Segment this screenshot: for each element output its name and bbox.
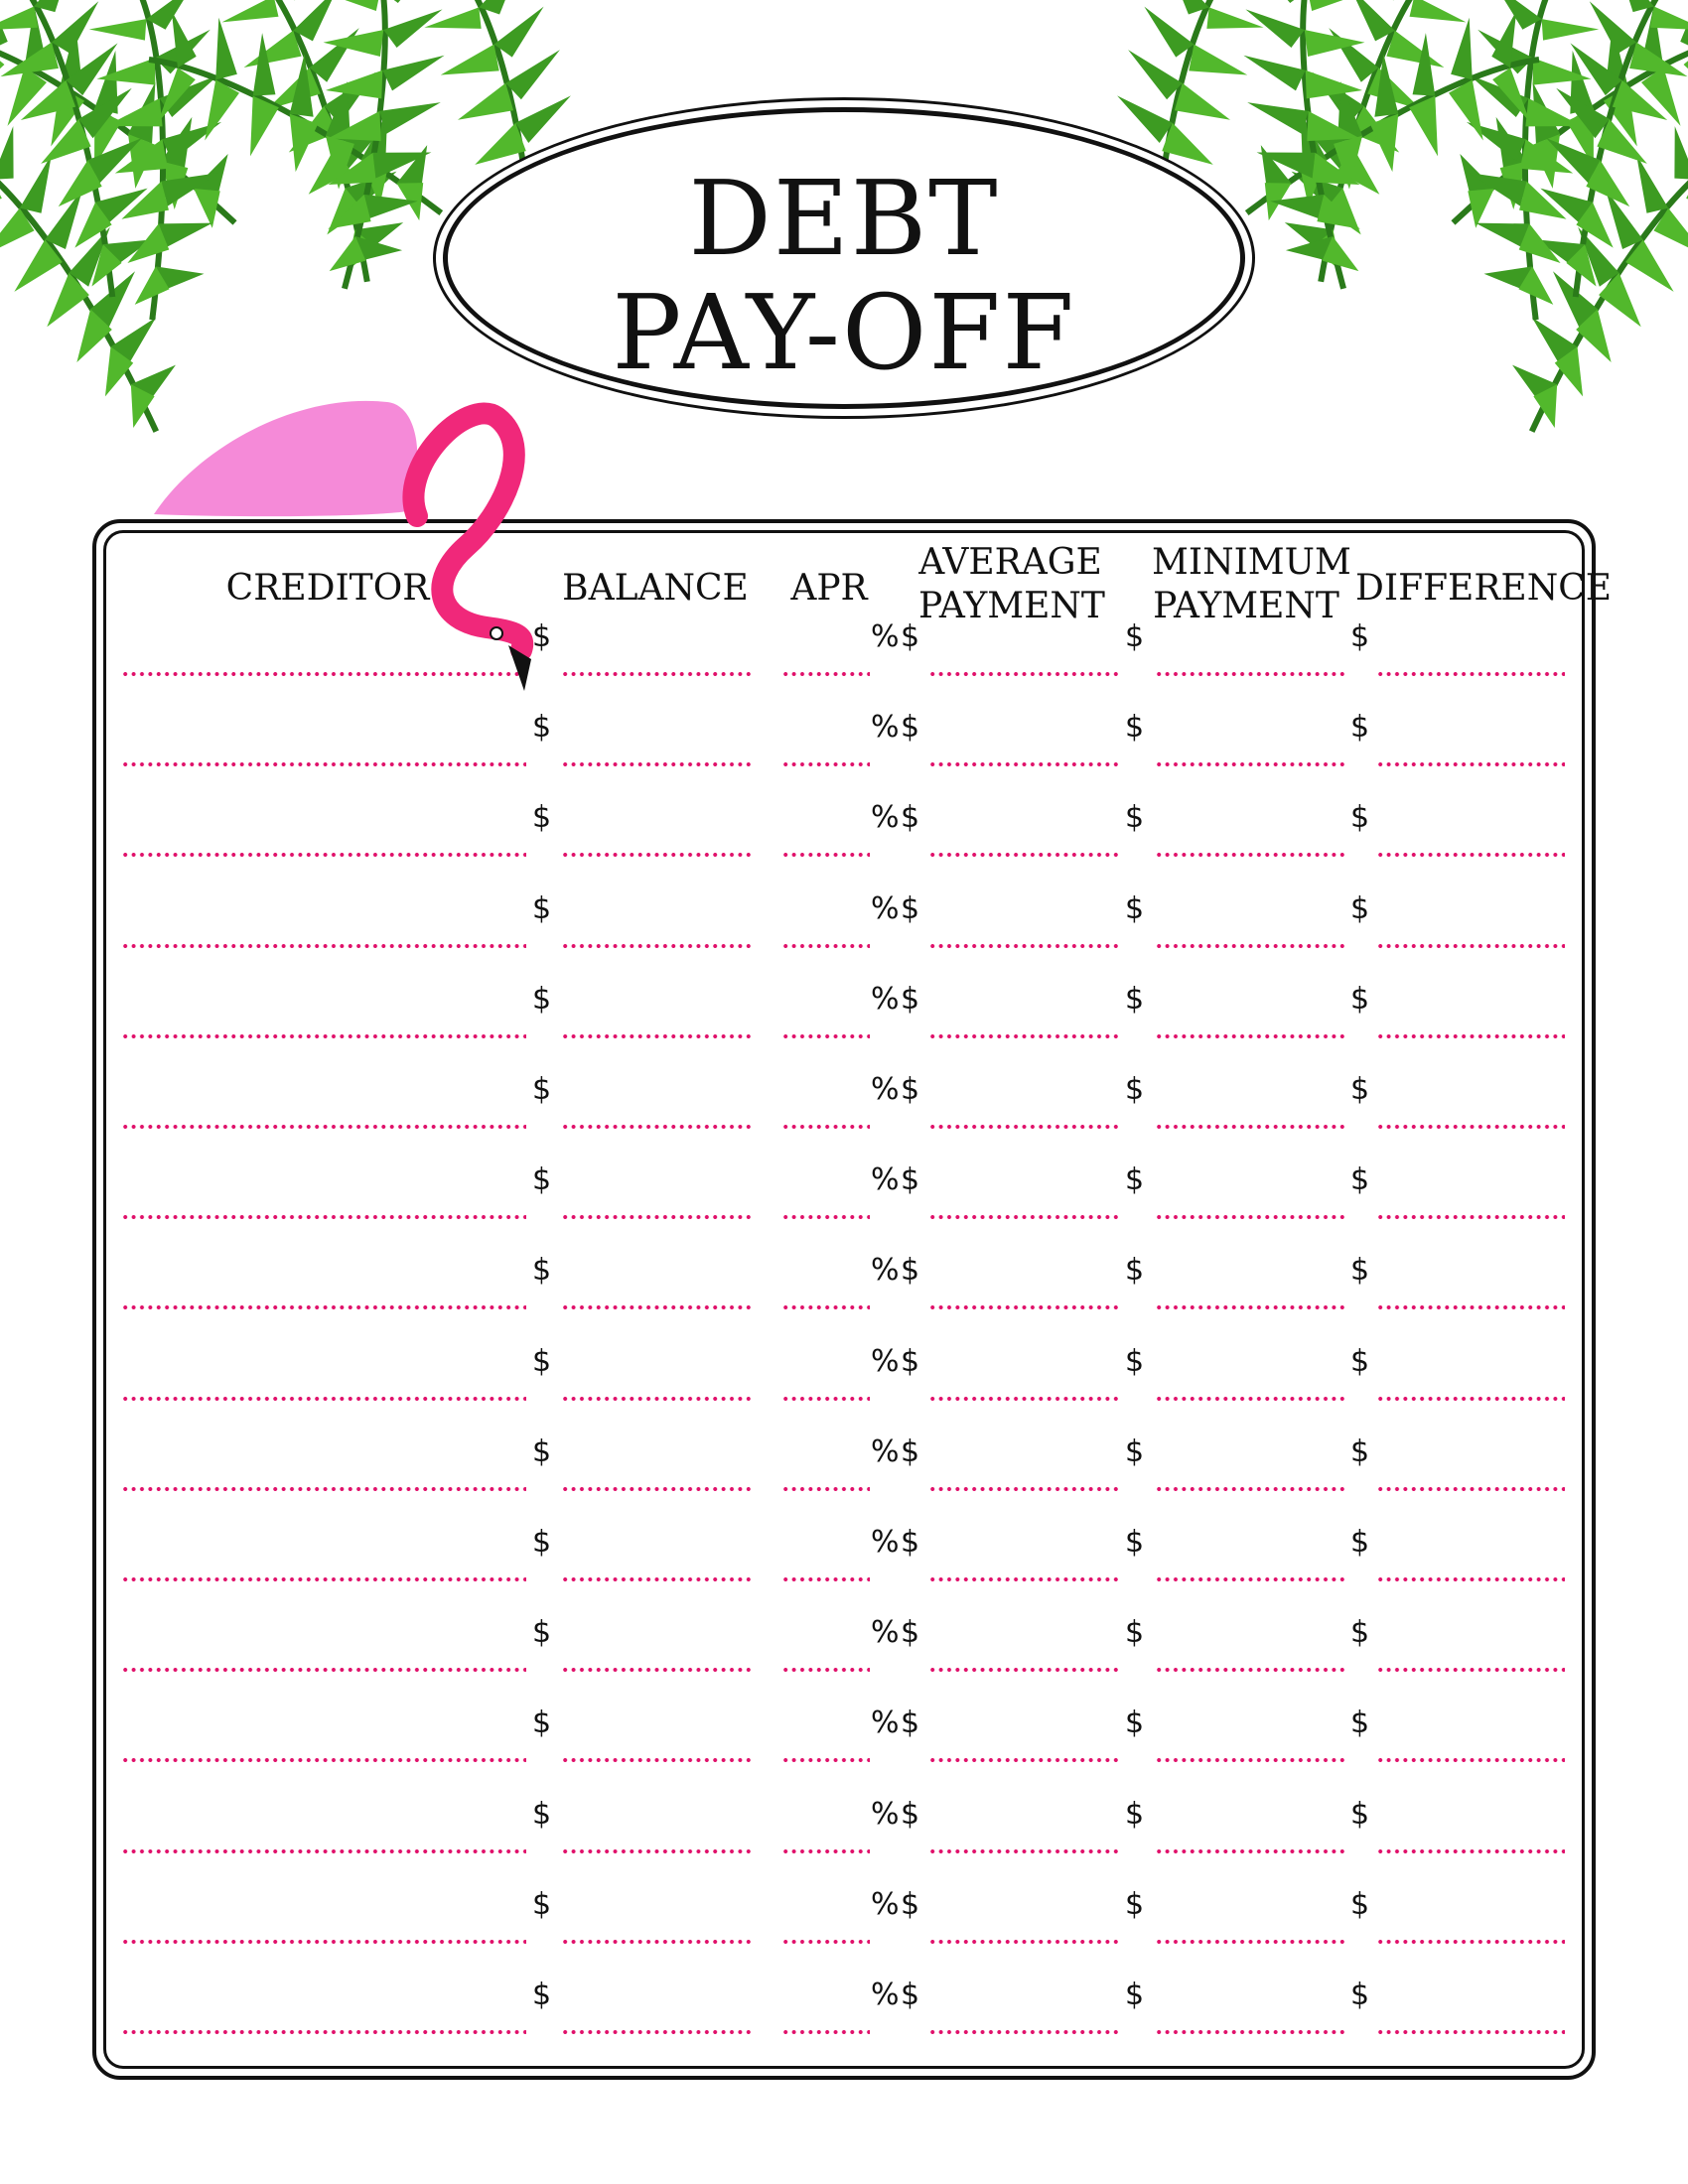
minimum-payment-dollar-sign: $ — [1125, 1886, 1145, 1922]
creditor-dotted-line[interactable] — [121, 1940, 526, 1944]
difference-dollar-sign: $ — [1350, 1343, 1370, 1379]
minimum-payment-dollar-sign: $ — [1125, 890, 1145, 926]
difference-dotted-line[interactable] — [1376, 1577, 1565, 1581]
title-line-1: DEBT — [688, 158, 1000, 279]
average-payment-dollar-sign: $ — [901, 890, 920, 926]
creditor-dotted-line[interactable] — [121, 1849, 526, 1853]
balance-dotted-line[interactable] — [561, 1125, 753, 1129]
minimum-payment-dollar-sign: $ — [1125, 1706, 1145, 1741]
apr-percent-sign: % — [871, 890, 900, 926]
difference-dollar-sign: $ — [1350, 1796, 1370, 1832]
average-payment-dollar-sign: $ — [901, 1343, 920, 1379]
table-frame-inner — [103, 530, 1613, 2069]
creditor-dotted-line[interactable] — [121, 762, 526, 766]
difference-dotted-line[interactable] — [1376, 1305, 1565, 1309]
average-payment-dotted-line[interactable] — [928, 1668, 1120, 1672]
minimum-payment-dollar-sign: $ — [1125, 1615, 1145, 1651]
apr-percent-sign: % — [871, 710, 900, 746]
header-minimum-payment: MINIMUM PAYMENT — [1152, 542, 1351, 626]
minimum-payment-dotted-line[interactable] — [1155, 1215, 1345, 1219]
average-payment-dollar-sign: $ — [901, 1162, 920, 1198]
creditor-dotted-line[interactable] — [121, 1577, 526, 1581]
average-payment-dotted-line[interactable] — [928, 1758, 1120, 1762]
difference-dollar-sign: $ — [1350, 981, 1370, 1017]
balance-dollar-sign: $ — [532, 1796, 552, 1832]
apr-dotted-line[interactable] — [781, 1305, 870, 1309]
balance-dollar-sign: $ — [532, 1706, 552, 1741]
average-payment-dotted-line[interactable] — [928, 1940, 1120, 1944]
minimum-payment-dotted-line[interactable] — [1155, 1034, 1345, 1038]
balance-dotted-line[interactable] — [561, 1487, 753, 1491]
minimum-payment-dollar-sign: $ — [1125, 1162, 1145, 1198]
difference-dollar-sign: $ — [1350, 619, 1370, 654]
balance-dotted-line[interactable] — [561, 1305, 753, 1309]
apr-percent-sign: % — [871, 1525, 900, 1560]
balance-dotted-line[interactable] — [561, 853, 753, 857]
balance-dollar-sign: $ — [532, 619, 552, 654]
difference-dollar-sign: $ — [1350, 1072, 1370, 1107]
average-payment-dotted-line[interactable] — [928, 1487, 1120, 1491]
minimum-payment-dollar-sign: $ — [1125, 1343, 1145, 1379]
difference-dotted-line[interactable] — [1376, 1487, 1565, 1491]
average-payment-dollar-sign: $ — [901, 710, 920, 746]
balance-dotted-line[interactable] — [561, 944, 753, 948]
balance-dollar-sign: $ — [532, 1886, 552, 1922]
apr-percent-sign: % — [871, 1343, 900, 1379]
average-payment-dotted-line[interactable] — [928, 1034, 1120, 1038]
difference-dollar-sign: $ — [1350, 1886, 1370, 1922]
balance-dollar-sign: $ — [532, 1253, 552, 1289]
average-payment-dollar-sign: $ — [901, 981, 920, 1017]
difference-dotted-line[interactable] — [1376, 1034, 1565, 1038]
minimum-payment-dollar-sign: $ — [1125, 1253, 1145, 1289]
minimum-payment-dotted-line[interactable] — [1155, 2030, 1345, 2034]
difference-dotted-line[interactable] — [1376, 1215, 1565, 1219]
creditor-dotted-line[interactable] — [121, 1487, 526, 1491]
apr-dotted-line[interactable] — [781, 1125, 870, 1129]
average-payment-dollar-sign: $ — [901, 800, 920, 836]
balance-dollar-sign: $ — [532, 800, 552, 836]
minimum-payment-dotted-line[interactable] — [1155, 944, 1345, 948]
balance-dotted-line[interactable] — [561, 1215, 753, 1219]
average-payment-dollar-sign: $ — [901, 1796, 920, 1832]
minimum-payment-dotted-line[interactable] — [1155, 1125, 1345, 1129]
creditor-dotted-line[interactable] — [121, 1215, 526, 1219]
minimum-payment-dollar-sign: $ — [1125, 981, 1145, 1017]
balance-dollar-sign: $ — [532, 981, 552, 1017]
average-payment-dollar-sign: $ — [901, 1253, 920, 1289]
header-difference: DIFFERENCE — [1355, 568, 1613, 609]
difference-dollar-sign: $ — [1350, 800, 1370, 836]
balance-dotted-line[interactable] — [561, 2030, 753, 2034]
apr-dotted-line[interactable] — [781, 1034, 870, 1038]
average-payment-dotted-line[interactable] — [928, 1849, 1120, 1853]
minimum-payment-dotted-line[interactable] — [1155, 1668, 1345, 1672]
average-payment-dollar-sign: $ — [901, 1433, 920, 1469]
title-line-2: PAY-OFF — [612, 272, 1076, 393]
average-payment-dollar-sign: $ — [901, 1978, 920, 2012]
apr-dotted-line[interactable] — [781, 1487, 870, 1491]
apr-dotted-line[interactable] — [781, 853, 870, 857]
minimum-payment-dollar-sign: $ — [1125, 1525, 1145, 1560]
balance-dotted-line[interactable] — [561, 762, 753, 766]
creditor-dotted-line[interactable] — [121, 853, 526, 857]
apr-percent-sign: % — [871, 1253, 900, 1289]
balance-dollar-sign: $ — [532, 1162, 552, 1198]
apr-percent-sign: % — [871, 1433, 900, 1469]
apr-dotted-line[interactable] — [781, 1215, 870, 1219]
balance-dotted-line[interactable] — [561, 1668, 753, 1672]
flamingo-body-icon — [154, 401, 417, 516]
average-payment-dollar-sign: $ — [901, 1525, 920, 1560]
balance-dollar-sign: $ — [532, 890, 552, 926]
header-creditor: CREDITOR — [225, 568, 430, 609]
difference-dollar-sign: $ — [1350, 1706, 1370, 1741]
average-payment-dotted-line[interactable] — [928, 762, 1120, 766]
difference-dotted-line[interactable] — [1376, 1849, 1565, 1853]
difference-dollar-sign: $ — [1350, 710, 1370, 746]
flamingo-neck-icon — [413, 413, 522, 650]
apr-dotted-line[interactable] — [781, 762, 870, 766]
creditor-dotted-line[interactable] — [121, 1668, 526, 1672]
minimum-payment-dollar-sign: $ — [1125, 1072, 1145, 1107]
balance-dollar-sign: $ — [532, 1978, 552, 2012]
minimum-payment-dotted-line[interactable] — [1155, 1487, 1345, 1491]
average-payment-dollar-sign: $ — [901, 1886, 920, 1922]
average-payment-dollar-sign: $ — [901, 1072, 920, 1107]
minimum-payment-dollar-sign: $ — [1125, 1978, 1145, 2012]
creditor-dotted-line[interactable] — [121, 1397, 526, 1401]
creditor-dotted-line[interactable] — [121, 1305, 526, 1309]
average-payment-dotted-line[interactable] — [928, 944, 1120, 948]
average-payment-dollar-sign: $ — [901, 619, 920, 654]
minimum-payment-dotted-line[interactable] — [1155, 1577, 1345, 1581]
apr-percent-sign: % — [871, 1615, 900, 1651]
creditor-dotted-line[interactable] — [121, 1125, 526, 1129]
balance-dotted-line[interactable] — [561, 1397, 753, 1401]
balance-dotted-line[interactable] — [561, 1577, 753, 1581]
apr-dotted-line[interactable] — [781, 944, 870, 948]
average-payment-dotted-line[interactable] — [928, 1215, 1120, 1219]
minimum-payment-dollar-sign: $ — [1125, 619, 1145, 654]
minimum-payment-dollar-sign: $ — [1125, 800, 1145, 836]
average-payment-dotted-line[interactable] — [928, 2030, 1120, 2034]
apr-dotted-line[interactable] — [781, 1397, 870, 1401]
apr-dotted-line[interactable] — [781, 2030, 870, 2034]
difference-dotted-line[interactable] — [1376, 1758, 1565, 1762]
apr-dotted-line[interactable] — [781, 1668, 870, 1672]
apr-percent-sign: % — [871, 1886, 900, 1922]
minimum-payment-dotted-line[interactable] — [1155, 762, 1345, 766]
flamingo-illustration — [0, 0, 1688, 715]
creditor-dotted-line[interactable] — [121, 944, 526, 948]
balance-dotted-line[interactable] — [561, 1758, 753, 1762]
difference-dotted-line[interactable] — [1376, 1125, 1565, 1129]
difference-dollar-sign: $ — [1350, 1253, 1370, 1289]
minimum-payment-dollar-sign: $ — [1125, 1796, 1145, 1832]
difference-dollar-sign: $ — [1350, 890, 1370, 926]
difference-dotted-line[interactable] — [1376, 853, 1565, 857]
difference-dotted-line[interactable] — [1376, 944, 1565, 948]
balance-dollar-sign: $ — [532, 710, 552, 746]
balance-dollar-sign: $ — [532, 1525, 552, 1560]
apr-percent-sign: % — [871, 1162, 900, 1198]
minimum-payment-dotted-line[interactable] — [1155, 1849, 1345, 1853]
apr-percent-sign: % — [871, 1978, 900, 2012]
difference-dotted-line[interactable] — [1376, 1668, 1565, 1672]
header-balance: BALANCE — [562, 568, 749, 609]
apr-percent-sign: % — [871, 981, 900, 1017]
apr-dotted-line[interactable] — [781, 1758, 870, 1762]
balance-dotted-line[interactable] — [561, 1034, 753, 1038]
difference-dollar-sign: $ — [1350, 1525, 1370, 1560]
creditor-dotted-line[interactable] — [121, 1758, 526, 1762]
apr-dotted-line[interactable] — [781, 1849, 870, 1853]
apr-percent-sign: % — [871, 800, 900, 836]
difference-dollar-sign: $ — [1350, 1433, 1370, 1469]
creditor-dotted-line[interactable] — [121, 1034, 526, 1038]
average-payment-dotted-line[interactable] — [928, 1125, 1120, 1129]
apr-percent-sign: % — [871, 619, 900, 654]
difference-dotted-line[interactable] — [1376, 1397, 1565, 1401]
minimum-payment-dotted-line[interactable] — [1155, 1305, 1345, 1309]
average-payment-dollar-sign: $ — [901, 1706, 920, 1741]
apr-percent-sign: % — [871, 1796, 900, 1832]
average-payment-dotted-line[interactable] — [928, 1577, 1120, 1581]
difference-dotted-line[interactable] — [1376, 762, 1565, 766]
creditor-dotted-line[interactable] — [121, 2030, 526, 2034]
header-average-payment: AVERAGE PAYMENT — [918, 542, 1105, 626]
minimum-payment-dotted-line[interactable] — [1155, 853, 1345, 857]
header-apr: APR — [790, 568, 868, 609]
balance-dollar-sign: $ — [532, 1343, 552, 1379]
difference-dollar-sign: $ — [1350, 1978, 1370, 2012]
minimum-payment-dotted-line[interactable] — [1155, 1940, 1345, 1944]
difference-dotted-line[interactable] — [1376, 2030, 1565, 2034]
apr-percent-sign: % — [871, 1706, 900, 1741]
balance-dollar-sign: $ — [532, 1615, 552, 1651]
minimum-payment-dollar-sign: $ — [1125, 1433, 1145, 1469]
balance-dollar-sign: $ — [532, 1072, 552, 1107]
balance-dotted-line[interactable] — [561, 1940, 753, 1944]
apr-dotted-line[interactable] — [781, 1577, 870, 1581]
balance-dollar-sign: $ — [532, 1433, 552, 1469]
minimum-payment-dotted-line[interactable] — [1155, 1397, 1345, 1401]
difference-dollar-sign: $ — [1350, 1162, 1370, 1198]
average-payment-dollar-sign: $ — [901, 1615, 920, 1651]
average-payment-dotted-line[interactable] — [928, 853, 1120, 857]
apr-dotted-line[interactable] — [781, 1940, 870, 1944]
apr-percent-sign: % — [871, 1072, 900, 1107]
average-payment-dotted-line[interactable] — [928, 1397, 1120, 1401]
minimum-payment-dotted-line[interactable] — [1155, 1758, 1345, 1762]
balance-dotted-line[interactable] — [561, 1849, 753, 1853]
difference-dollar-sign: $ — [1350, 1615, 1370, 1651]
minimum-payment-dollar-sign: $ — [1125, 710, 1145, 746]
average-payment-dotted-line[interactable] — [928, 1305, 1120, 1309]
difference-dotted-line[interactable] — [1376, 1940, 1565, 1944]
